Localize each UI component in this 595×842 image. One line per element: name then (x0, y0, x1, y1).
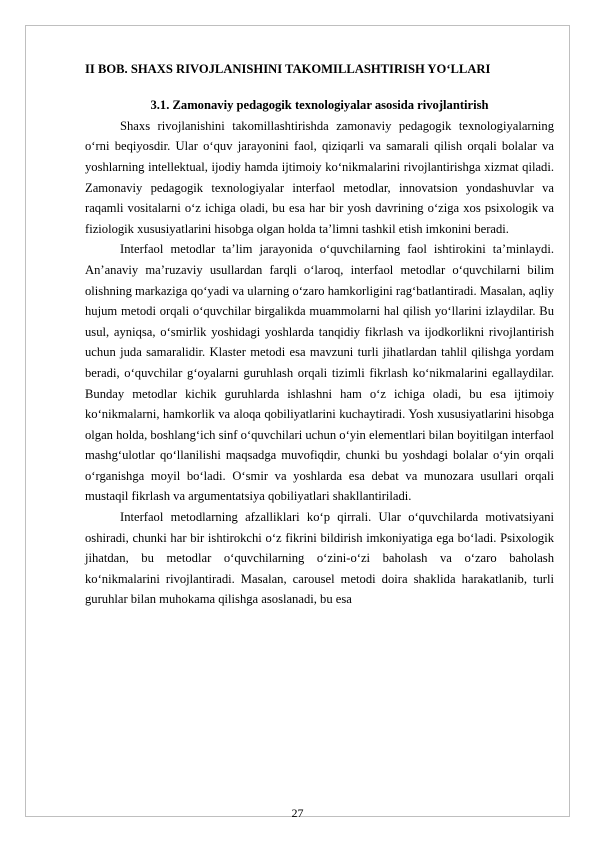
chapter-title: II BOB. SHAXS RIVOJLANISHINI TAKOMILLASHTIRISH YO‘LLARI (85, 62, 491, 76)
section-title: 3.1. Zamonaviy pedagogik texnologiyalar asosida rivojlantirish (150, 98, 489, 113)
paragraph-3: Interfaol metodlarning afzalliklari ko‘p qirrali. Ular o‘quvchilarda motivatsiyani oshiradi, chunki har bir ishtirokchi o‘z fikrini bildirish imkoniyatiga ega bo‘ladi. Psixologik jihatdan, bu metodlar o‘quvchilarning o‘zini-o‘zi baholash va o‘zaro baholash ko‘nikmalarini rivojlantiradi. Masalan, carousel metodi doira shaklida harakatlanib, turli guruhlar bilan muhokama qilishga asoslanadi, bu esa (85, 510, 554, 607)
document-body (85, 58, 554, 610)
paragraph-2: Interfaol metodlar ta’lim jarayonida o‘quvchilarning faol ishtirokini ta’minlaydi. An’anaviy ma’ruzaviy usullardan farqli o‘laroq, interfaol metodlar o‘quvchilarni bilim olishning markaziga qo‘yadi va ularning o‘zaro hamkorligini rag‘batlantiradi. Masalan, aqliy hujum metodi orqali o‘quvchilar birgalikda muammolarni hal qilish yo‘llarini izlaydilar. Bu usul, ayniqsa, o‘smirlik yoshidagi yoshlarda tanqidiy fikrlash va ijodkorlikni rivojlantirish uchun juda samaralidir. Klaster metodi esa mavzuni turli jihatlardan tahlil qilishga yordam beradi, o‘quvchilar g‘oyalarni guruhlash orqali tizimli fikrlash ko‘nikmalarini egallaydilar. Bunday metodlar kichik guruhlarda ishlashni ham o‘z ichiga oladi, bu esa ijtimoiy ko‘nikmalarni, hamkorlik va aloqa qobiliyatlarini kuchaytiradi. Yosh xususiyatlarini hisobga olgan holda, boshlang‘ich sinf o‘quvchilari uchun o‘yin elementlari bilan boyitilgan interfaol mashg‘ulotlar qo‘llanilishi maqsadga muvofiqdir, chunki bu yoshdagi bolalar o‘yin orqali o‘rganishga moyil bo‘ladi. O‘smir va yoshlarda esa debat va munozara usullari orqali mustaqil fikrlash va argumentatsiya qobiliyatlari shakllantiriladi. (85, 242, 554, 504)
page-number: 27 (291, 806, 304, 820)
paragraph-1: Shaxs rivojlanishini takomillashtirishda zamonaviy pedagogik texnologiyalarning o‘rni beqiyosdir. Ular o‘quv jarayonini faol, qiziqarli va samarali qilish orqali bolalar va yoshlarning intellektual, ijodiy hamda ijtimoiy ko‘nikmalarini rivojlantirishga xizmat qiladi. Zamonaviy pedagogik texnologiyalar interfaol metodlar, innovatsion yondashuvlar va raqamli vositalarni o‘z ichiga oladi, bu esa har bir yosh davrining o‘ziga xos psixologik va fiziologik xususiyatlarini hisobga olgan holda ta’limni tashkil etish imkonini beradi. (85, 118, 554, 236)
